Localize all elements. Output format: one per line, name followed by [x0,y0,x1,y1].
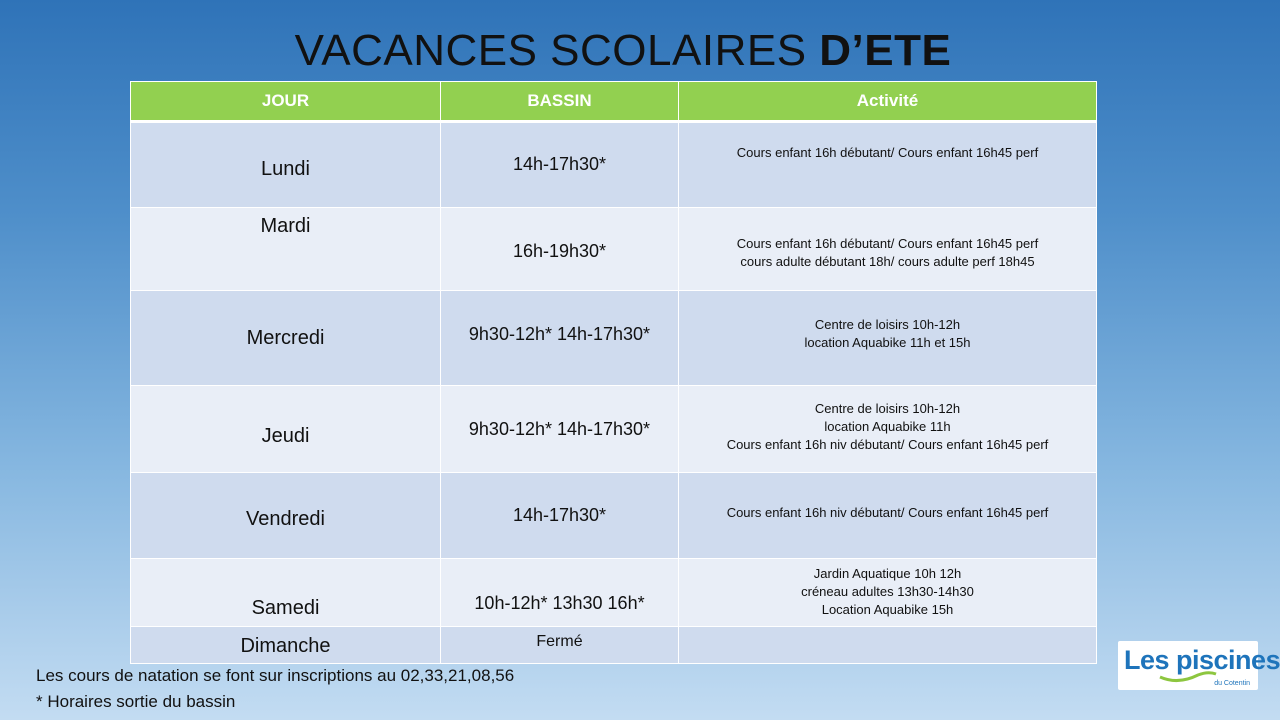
jour-cell [131,386,441,473]
activite-line: Location Aquabike 15h [821,601,954,617]
activite-line: Jardin Aquatique 10h 12h [813,565,962,581]
jour-label: Mercredi [246,326,325,349]
table-header-row [131,82,1097,122]
header-activite: Activité [679,82,1097,122]
activite-cell [679,291,1097,386]
bassin-label: 9h30-12h* 14h-17h30* [468,323,651,344]
bassin-label: 14h-17h30* [512,505,607,525]
bassin-label: Fermé [536,633,583,650]
table-row [131,122,1097,208]
jour-label: Dimanche [240,634,331,657]
activite-line: Cours enfant 16h débutant/ Cours enfant 16h45 perf [736,145,1039,160]
title-bold: D’ETE [819,26,952,75]
schedule-table [130,81,1097,664]
bassin-cell [441,559,679,627]
bassin-cell [441,122,679,208]
logo-name: Les piscines [1124,645,1280,675]
activite-line: Cours enfant 16h débutant/ Cours enfant 16h45 perf [736,236,1039,251]
activite-cell [679,559,1097,627]
title-main: VACANCES SCOLAIRES [294,26,820,75]
table-row [131,473,1097,559]
table-row [131,559,1097,627]
activite-line: location Aquabike 11h [824,419,951,434]
jour-label: Samedi [251,597,320,619]
horaires-note: * Horaires sortie du bassin [36,692,236,711]
table-row [131,627,1097,664]
bassin-label: 9h30-12h* 14h-17h30* [468,418,651,439]
bassin-cell [441,627,679,664]
header-bassin: BASSIN [441,82,679,122]
table-row [131,208,1097,291]
jour-label: Lundi [261,157,310,180]
bassin-cell [441,208,679,291]
activite-line: location Aquabike 11h et 15h [804,335,971,350]
jour-cell [131,291,441,386]
inscriptions-note: Les cours de natation se font sur inscriptions au 02,33,21,08,56 [36,666,515,685]
activite-line: créneau adultes 13h30-14h30 [801,583,974,599]
bassin-label: 10h-12h* 13h30 16h* [474,593,645,613]
activite-cell [679,386,1097,473]
jour-cell [131,122,441,208]
jour-cell [131,559,441,627]
activite-line: Cours enfant 16h niv débutant/ Cours enfant 16h45 perf [726,437,1049,452]
jour-label: Jeudi [261,424,310,447]
jour-label: Vendredi [246,508,325,530]
activite-line: cours adulte débutant 18h/ cours adulte perf 18h45 [740,254,1035,269]
jour-cell [131,208,441,291]
header-jour: JOUR [131,82,441,122]
jour-cell [131,473,441,559]
piscines-logo [1118,641,1280,690]
bassin-label: 16h-19h30* [512,241,607,261]
bassin-label: 14h-17h30* [512,153,607,174]
activite-cell [679,122,1097,208]
activite-cell [679,627,1097,664]
bassin-cell [441,473,679,559]
activite-line: Centre de loisirs 10h-12h [814,317,961,332]
bassin-cell [441,291,679,386]
page-title [0,26,1246,76]
activite-cell [679,473,1097,559]
table-row [131,386,1097,473]
bassin-cell [441,386,679,473]
table-row [131,291,1097,386]
activite-line: Cours enfant 16h niv débutant/ Cours enfant 16h45 perf [726,504,1049,520]
jour-label: Mardi [260,215,311,237]
activite-line: Centre de loisirs 10h-12h [814,401,961,416]
logo-subtitle: du Cotentin [1214,680,1250,687]
activite-cell [679,208,1097,291]
jour-cell [131,627,441,664]
